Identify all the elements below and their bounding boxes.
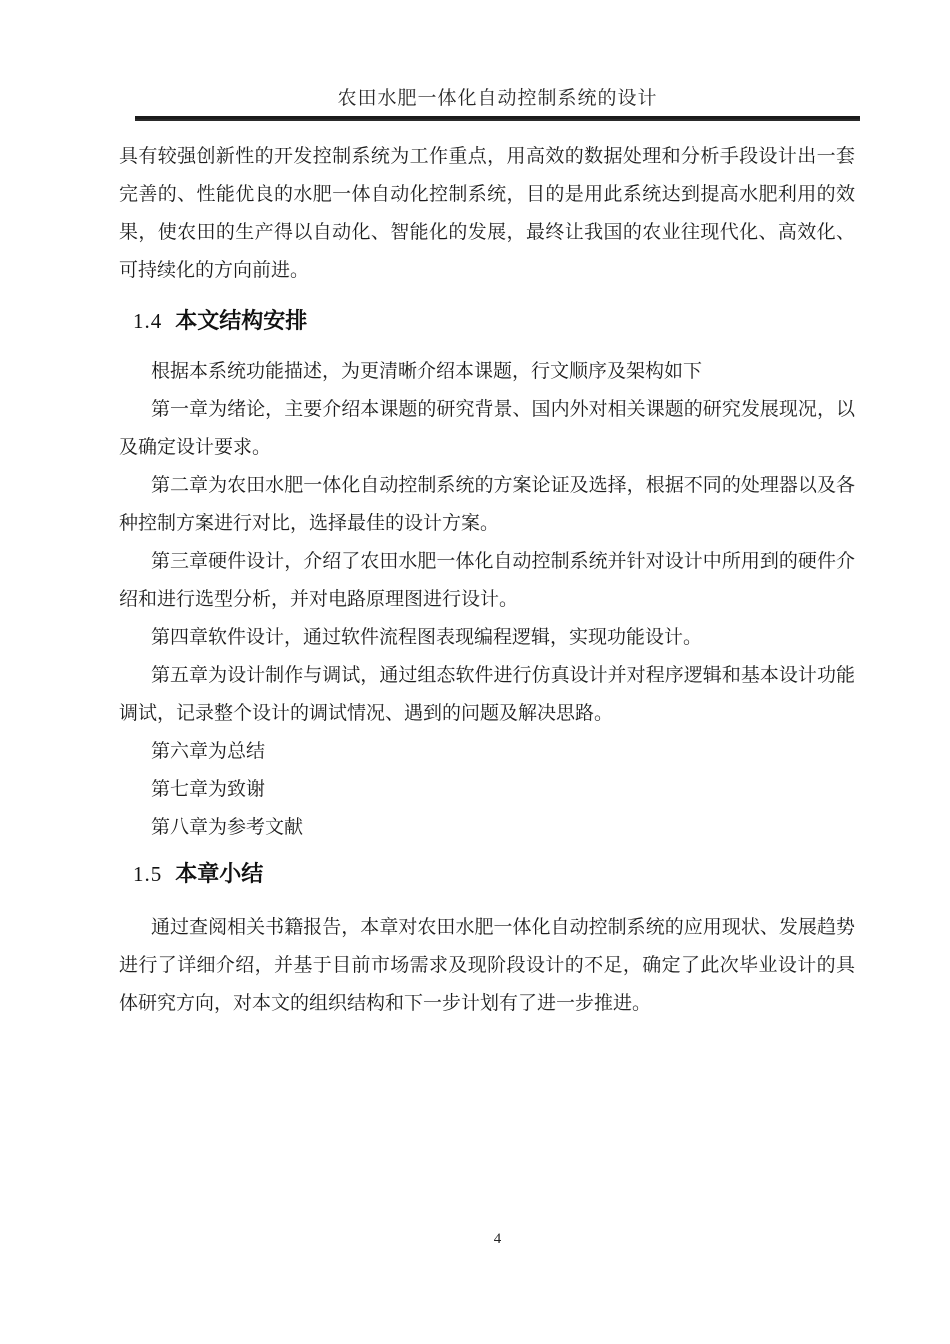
intro-paragraph: 具有较强创新性的开发控制系统为工作重点，用高效的数据处理和分析手段设计出一套完善的、性能优良的水肥一体自动化控制系统，目的是用此系统达到提高水肥利用的效果，使农田的生产得以自动化、智能化的发展，最终让我国的农业往现代化、高效化、可持续化的方向前进。: [119, 146, 855, 281]
section-number: 1.4: [133, 309, 163, 333]
header-double-rule: [135, 116, 860, 121]
page-footer: [135, 1229, 860, 1249]
paragraph: 根据本系统功能描述，为更清晰介绍本课题，行文顺序及架构如下: [151, 361, 703, 382]
paragraph: 第六章为总结: [151, 741, 266, 762]
page-header: [135, 86, 860, 121]
document-body: [119, 124, 855, 1023]
page-number: 4: [493, 1231, 502, 1247]
section-title: 本章小结: [175, 861, 264, 886]
paragraph: 第八章为参考文献: [151, 817, 304, 838]
paragraph: 第三章硬件设计，介绍了农田水肥一体化自动控制系统并针对设计中所用到的硬件介绍和进行选型分析，并对电路原理图进行设计。: [119, 551, 855, 610]
section-heading-1-4: [119, 306, 855, 336]
paragraph: 通过查阅相关书籍报告，本章对农田水肥一体化自动控制系统的应用现状、发展趋势进行了详细介绍，并基于目前市场需求及现阶段设计的不足，确定了此次毕业设计的具体研究方向，对本文的组织结构和下一步计划有了进一步推进。: [119, 917, 855, 1014]
paragraph: 第一章为绪论，主要介绍本课题的研究背景、国内外对相关课题的研究发展现况，以及确定设计要求。: [119, 399, 855, 458]
paragraph: 第五章为设计制作与调试，通过组态软件进行仿真设计并对程序逻辑和基本设计功能调试，记录整个设计的调试情况、遇到的问题及解决思路。: [119, 665, 855, 724]
paragraph: 第七章为致谢: [151, 779, 266, 800]
paragraph: 第二章为农田水肥一体化自动控制系统的方案论证及选择，根据不同的处理器以及各种控制方案进行对比，选择最佳的设计方案。: [119, 475, 855, 534]
section-number: 1.5: [133, 862, 163, 886]
paragraph: 第四章软件设计，通过软件流程图表现编程逻辑，实现功能设计。: [151, 627, 703, 648]
section-title: 本文结构安排: [175, 308, 308, 333]
running-head-title: 农田水肥一体化自动控制系统的设计: [337, 88, 658, 109]
section-heading-1-5: [119, 859, 855, 889]
